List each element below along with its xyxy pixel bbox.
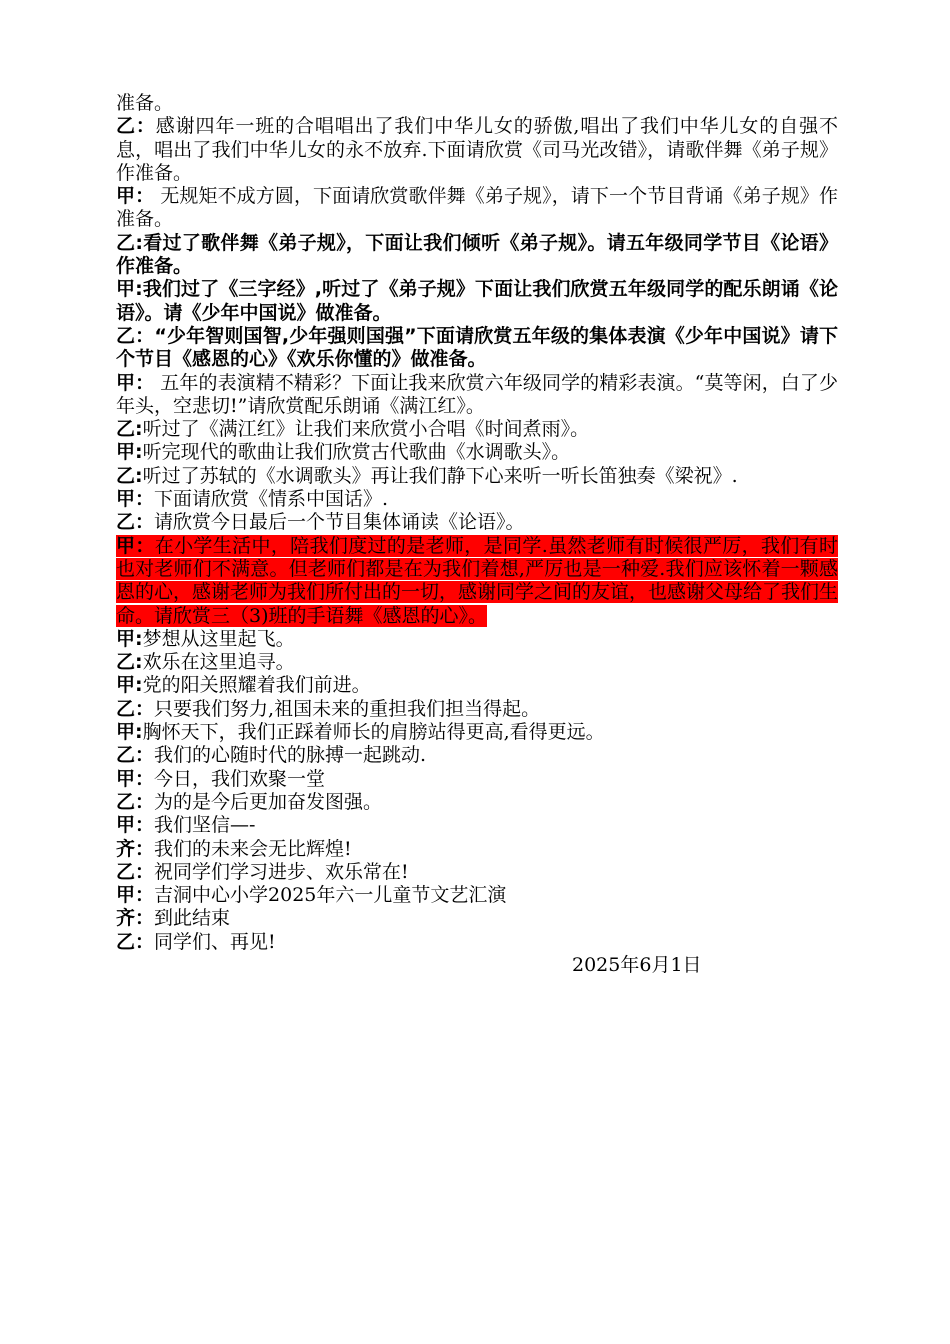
line-text: 听过了《满江红》让我们来欣赏小合唱《时间煮雨》。 bbox=[142, 418, 590, 441]
speaker-separator: ： bbox=[135, 744, 155, 767]
script-line bbox=[116, 744, 838, 767]
line-text: 在小学生活中，陪我们度过的是老师，是同学.虽然老师有时候很严厉，我们有时也对老师们不满意。但老师们都是在为我们着想,严厉也是一种爱.我们应该怀着一颗感恩的心，感谢老师为我们所付出的一切，感谢同学之间的友谊，也感谢父母给了我们生命。请欣赏三（3)班的手语舞《感恩的心》。 bbox=[116, 534, 839, 627]
speaker-label: 乙 bbox=[116, 418, 136, 441]
line-text: 请欣赏今日最后一个节目集体诵读《论语》。 bbox=[154, 511, 525, 534]
line-text: 看过了歌伴舞《弟子规》，下面让我们倾听《弟子规》。请五年级同学节目《论语》作准备。 bbox=[116, 231, 838, 278]
speaker-separator: ： bbox=[135, 860, 155, 883]
speaker-label: 甲 bbox=[116, 371, 136, 394]
speaker-label: 乙 bbox=[116, 115, 136, 138]
script-line bbox=[116, 884, 838, 907]
script-line bbox=[116, 232, 838, 279]
speaker-label: 甲 bbox=[116, 441, 136, 464]
speaker-label: 乙 bbox=[116, 464, 136, 487]
speaker-label: 甲 bbox=[116, 627, 136, 650]
line-text: 梦想从这里起飞。 bbox=[142, 627, 295, 650]
script-line bbox=[116, 418, 838, 441]
speaker-separator: ： bbox=[135, 837, 155, 860]
script-line bbox=[116, 278, 838, 325]
speaker-separator: : bbox=[135, 674, 143, 697]
speaker-separator: : bbox=[135, 721, 143, 744]
line-text: 只要我们努力,祖国未来的重担我们担当得起。 bbox=[154, 697, 541, 720]
script-line bbox=[116, 907, 838, 930]
speaker-separator: ： bbox=[135, 511, 155, 534]
speaker-label: 乙 bbox=[116, 231, 136, 254]
speaker-separator: ： bbox=[135, 324, 155, 347]
line-text: 祝同学们学习进步、欢乐常在! bbox=[154, 860, 409, 883]
script-line bbox=[116, 92, 838, 115]
speaker-separator: : bbox=[135, 231, 143, 254]
speaker-separator: : bbox=[135, 418, 143, 441]
speaker-label: 甲 bbox=[116, 534, 136, 557]
speaker-label: 甲 bbox=[116, 185, 136, 208]
speaker-label: 甲 bbox=[116, 884, 136, 907]
speaker-separator: ： bbox=[135, 907, 155, 930]
script-line bbox=[116, 861, 838, 884]
line-text: 党的阳关照耀着我们前进。 bbox=[142, 674, 371, 697]
speaker-separator: ： bbox=[135, 488, 155, 511]
script-line bbox=[116, 931, 838, 954]
speaker-label: 乙 bbox=[116, 697, 136, 720]
speaker-label: 齐 bbox=[116, 837, 136, 860]
script-line bbox=[116, 838, 838, 861]
line-text: 感谢四年一班的合唱唱出了我们中华儿女的骄傲,唱出了我们中华儿女的自强不息，唱出了我们中华儿女的永不放弃.下面请欣赏《司马光改错》，请歌伴舞《弟子规》作准备。 bbox=[116, 115, 838, 184]
speaker-separator: : bbox=[135, 651, 143, 674]
speaker-separator: ： bbox=[135, 930, 155, 953]
speaker-label: 甲 bbox=[116, 767, 136, 790]
speaker-label: 乙 bbox=[116, 860, 136, 883]
line-text: 欢乐在这里追寻。 bbox=[142, 651, 295, 674]
speaker-separator: ： bbox=[135, 790, 155, 813]
speaker-label: 乙 bbox=[116, 511, 136, 534]
script-line bbox=[116, 791, 838, 814]
line-text: 五年的表演精不精彩？下面让我来欣赏六年级同学的精彩表演。“莫等闲，白了少年头，空悲切!”请欣赏配乐朗诵《满江红》。 bbox=[116, 371, 838, 417]
speaker-separator: ： bbox=[135, 534, 155, 557]
speaker-separator: ： bbox=[135, 884, 155, 907]
line-text: “少年智则国智,少年强则国强”下面请欣赏五年级的集体表演《少年中国说》请下个节目《感恩的心》《欢乐你懂的》做准备。 bbox=[116, 324, 838, 371]
script-line bbox=[116, 651, 838, 674]
script-line bbox=[116, 185, 838, 232]
script-line bbox=[116, 721, 838, 744]
line-text: 吉洞中心小学2025年六一儿童节文艺汇演 bbox=[154, 884, 507, 907]
line-text: 听过了苏轼的《水调歌头》再让我们静下心来听一听长笛独奏《梁祝》. bbox=[142, 464, 738, 487]
line-text: 今日，我们欢聚一堂 bbox=[154, 767, 326, 790]
script-line bbox=[116, 768, 838, 791]
speaker-label: 乙 bbox=[116, 651, 136, 674]
line-text: 同学们、再见! bbox=[154, 930, 276, 953]
line-text: 为的是今后更加奋发图强。 bbox=[154, 790, 383, 813]
speaker-separator: ： bbox=[135, 814, 155, 837]
speaker-label: 乙 bbox=[116, 744, 136, 767]
script-line bbox=[116, 441, 838, 464]
highlighted-paragraph bbox=[116, 535, 838, 628]
speaker-separator: ： bbox=[135, 185, 155, 208]
speaker-label: 齐 bbox=[116, 907, 136, 930]
line-text: 到此结束 bbox=[154, 907, 231, 930]
speaker-separator: ： bbox=[135, 115, 156, 138]
document-date: 2025年6月1日 bbox=[572, 953, 702, 976]
line-text: 无规矩不成方圆，下面请欣赏歌伴舞《弟子规》，请下一个节目背诵《弟子规》作准备。 bbox=[116, 185, 838, 231]
speaker-separator: : bbox=[135, 441, 143, 464]
speaker-label: 乙 bbox=[116, 930, 136, 953]
speaker-label: 甲 bbox=[116, 721, 136, 744]
script-line bbox=[116, 325, 838, 372]
speaker-label: 甲 bbox=[116, 488, 136, 511]
speaker-label: 乙 bbox=[116, 790, 136, 813]
line-text: 准备。 bbox=[116, 92, 174, 114]
document-page bbox=[116, 92, 838, 977]
line-text: 听完现代的歌曲让我们欣赏古代歌曲《水调歌头》。 bbox=[142, 441, 571, 464]
line-text: 我们的未来会无比辉煌! bbox=[154, 837, 352, 860]
script-line bbox=[116, 628, 838, 651]
line-text: 下面请欣赏《情系中国话》. bbox=[154, 488, 389, 511]
speaker-separator: ： bbox=[135, 697, 155, 720]
script-line bbox=[116, 372, 838, 419]
script-line bbox=[116, 511, 838, 534]
script-line bbox=[116, 814, 838, 837]
script-line bbox=[116, 488, 838, 511]
speaker-separator: : bbox=[135, 464, 143, 487]
speaker-separator: : bbox=[135, 278, 143, 301]
speaker-label: 乙 bbox=[116, 324, 136, 347]
script-line bbox=[116, 674, 838, 697]
line-text: 我们的心随时代的脉搏一起跳动. bbox=[154, 744, 427, 767]
script-line bbox=[116, 698, 838, 721]
speaker-label: 甲 bbox=[116, 814, 136, 837]
speaker-separator: ： bbox=[135, 767, 155, 790]
script-line bbox=[116, 115, 838, 185]
highlight-mark bbox=[116, 535, 838, 627]
speaker-separator: ： bbox=[135, 371, 155, 394]
speaker-label: 甲 bbox=[116, 674, 136, 697]
speaker-separator: : bbox=[135, 627, 143, 650]
speaker-label: 甲 bbox=[116, 278, 136, 301]
script-line bbox=[116, 465, 838, 488]
line-text: 我们过了《三字经》,听过了《弟子规》下面让我们欣赏五年级同学的配乐朗诵《论语》。请《少年中国说》做准备。 bbox=[116, 278, 838, 324]
line-text: 我们坚信—- bbox=[154, 814, 256, 837]
line-text: 胸怀天下，我们正踩着师长的肩膀站得更高,看得更远。 bbox=[142, 721, 605, 744]
